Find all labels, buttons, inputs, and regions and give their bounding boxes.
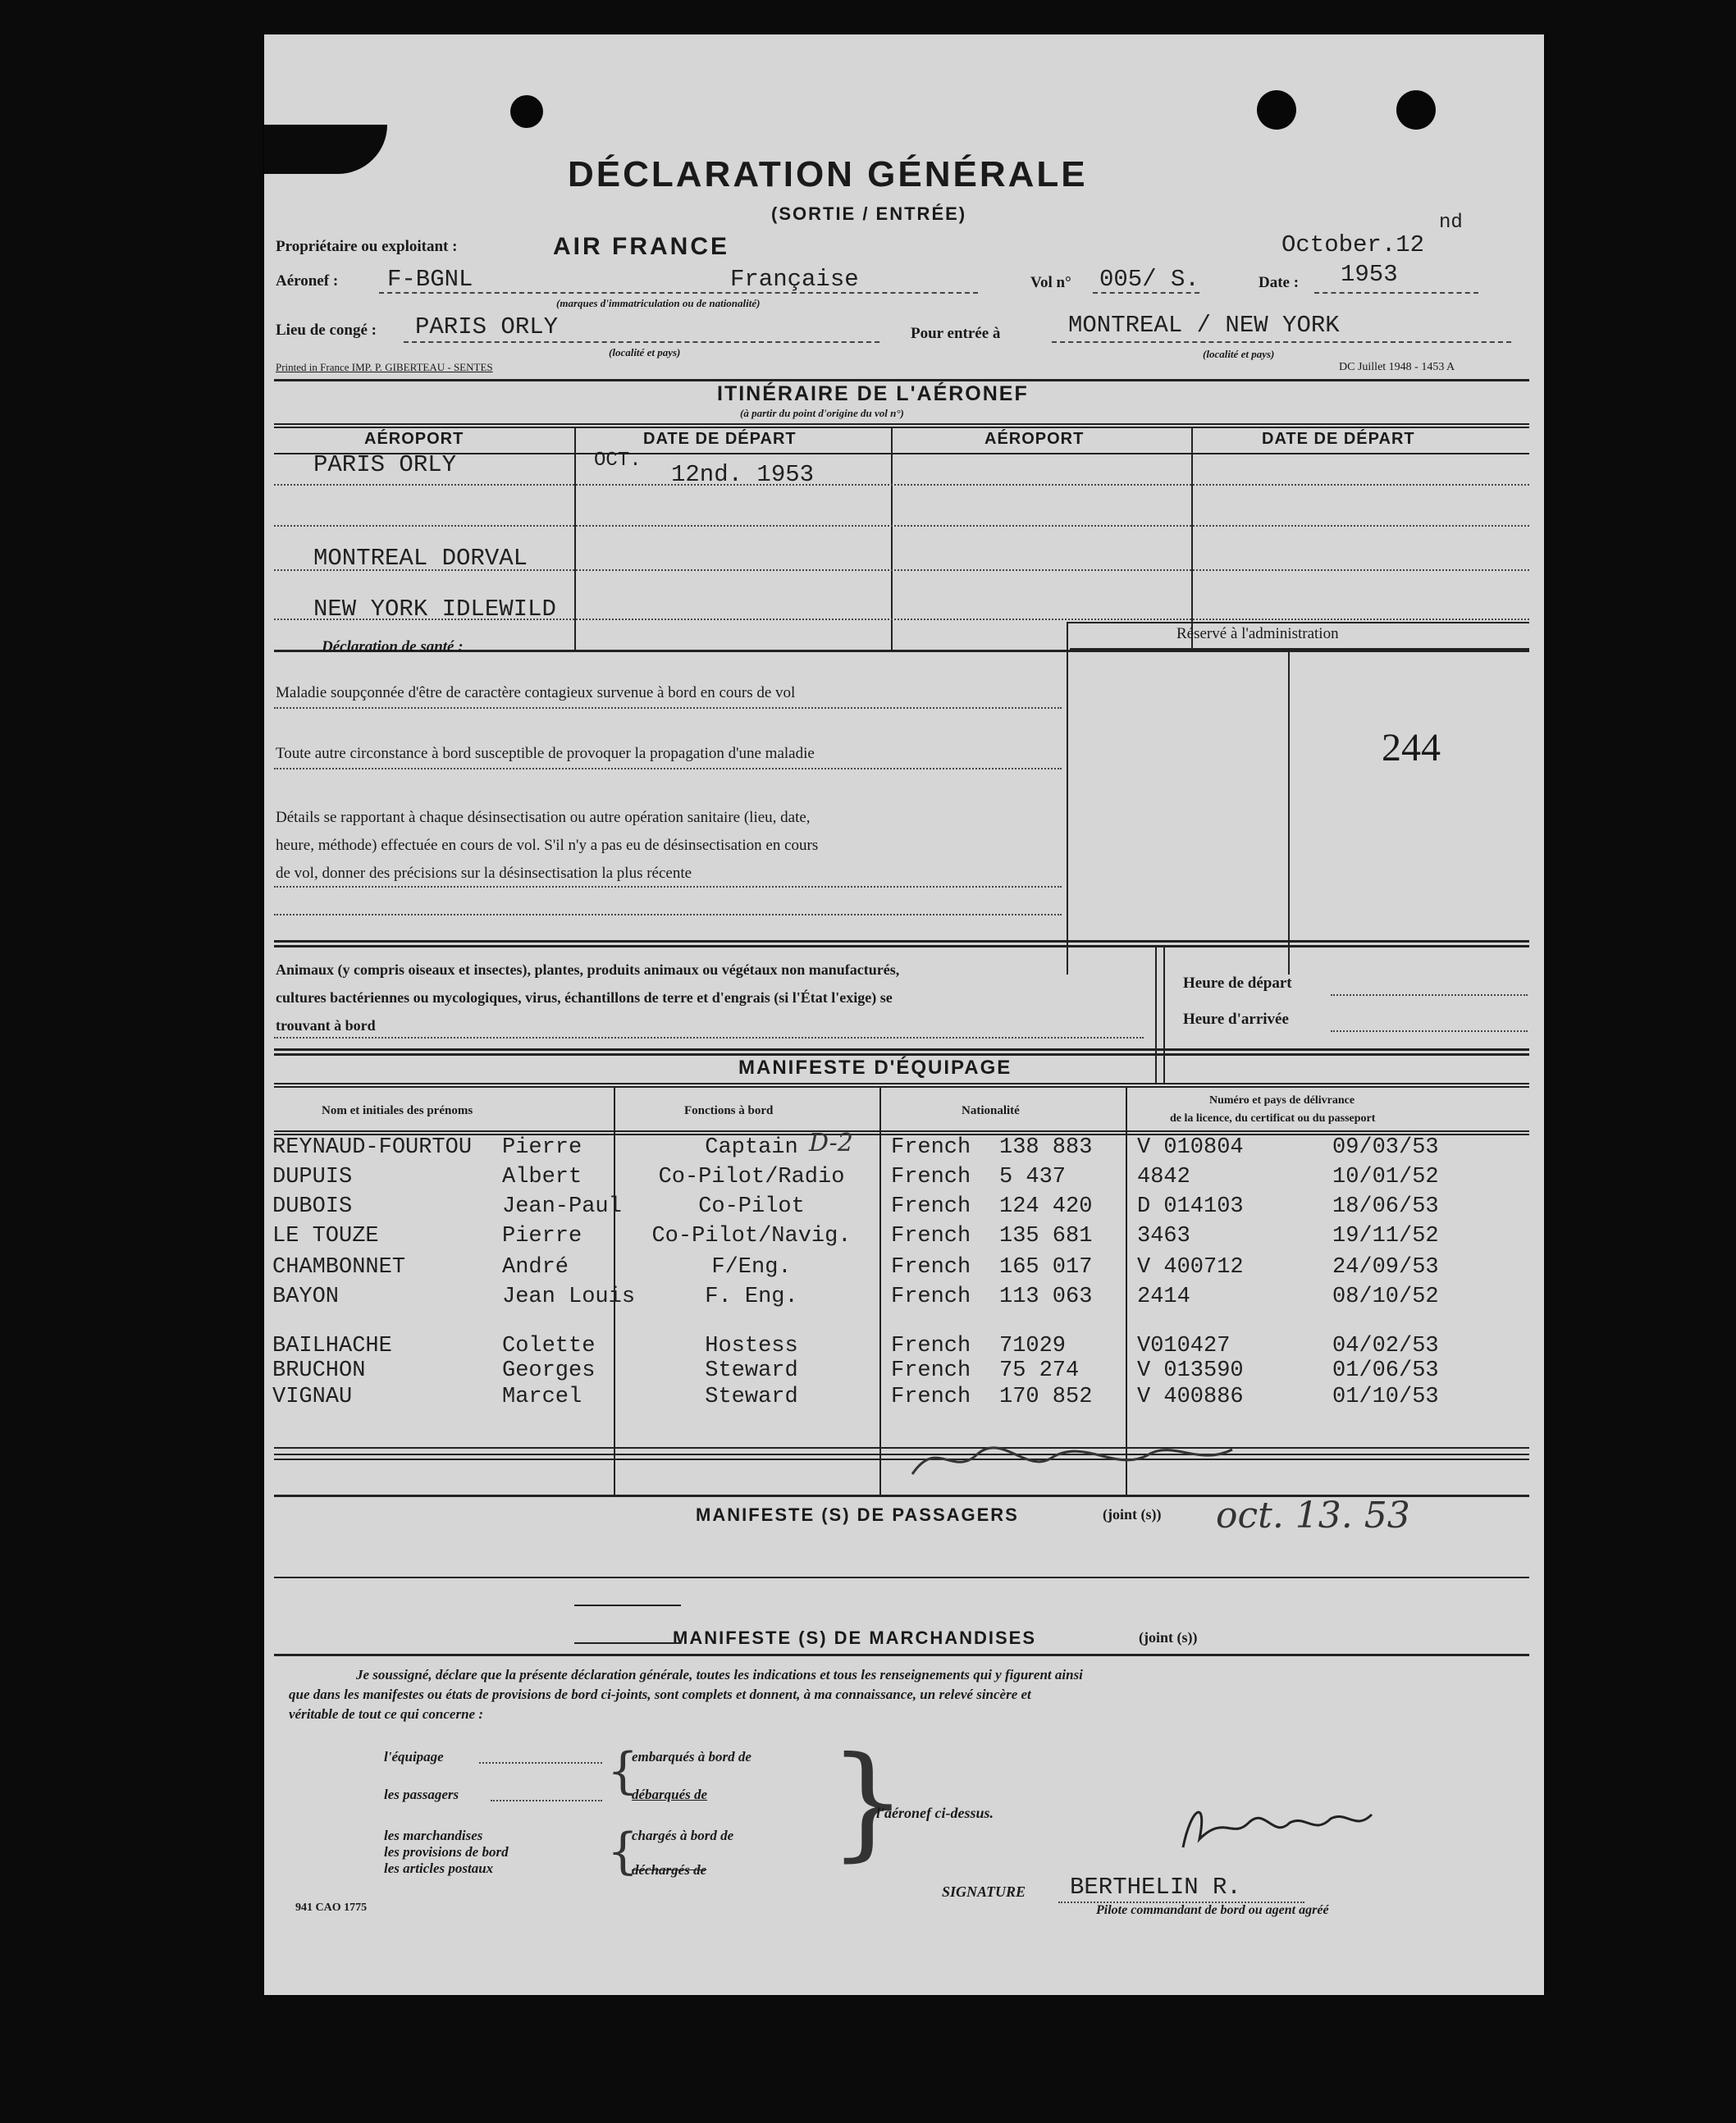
torn-corner: [264, 125, 387, 174]
crew-surname: BAILHACHE: [272, 1334, 392, 1358]
locality-caption: (localité et pays): [609, 346, 681, 358]
crew-number: 75 274: [999, 1358, 1080, 1383]
col-departure-date: DATE DE DÉPART: [643, 430, 797, 448]
col-name: Nom et initiales des prénoms: [322, 1104, 473, 1117]
form-number: 941 CAO 1775: [295, 1902, 368, 1914]
aircraft-value: F-BGNL: [387, 266, 473, 293]
crew-number: 113 063: [999, 1285, 1093, 1309]
departure-time-label: Heure de départ: [1183, 975, 1292, 992]
crew-licence-date: 24/09/53: [1332, 1255, 1439, 1280]
crew-first-name: Jean-Paul: [502, 1194, 622, 1219]
col-airport-2: AÉROPORT: [984, 430, 1085, 448]
crew-licence: D 014103: [1137, 1194, 1244, 1219]
crew-number: 138 883: [999, 1135, 1093, 1160]
year-value: 1953: [1341, 261, 1398, 288]
crew-number: 135 681: [999, 1224, 1093, 1249]
health-line-1: Maladie soupçonnée d'être de caractère contagieux survenue à bord en cours de vol: [276, 684, 796, 701]
col-nationality: Nationalité: [962, 1104, 1020, 1117]
itinerary-row-1: PARIS ORLY: [313, 451, 457, 478]
crew-licence: 2414: [1137, 1285, 1190, 1309]
crew-licence: V 400886: [1137, 1385, 1244, 1409]
crew-number: 124 420: [999, 1194, 1093, 1219]
admin-label: Réservé à l'administration: [1176, 625, 1339, 642]
flight-value: 005/ S.: [1099, 266, 1199, 293]
printer-note: Printed in France IMP. P. GIBERTEAU - SENTES: [276, 361, 493, 373]
crew-surname: DUPUIS: [272, 1165, 353, 1189]
departure-value: PARIS ORLY: [415, 313, 559, 340]
crew-function: Co-Pilot/Navig.: [651, 1224, 852, 1249]
crew-first-name: André: [502, 1255, 569, 1280]
crew-licence-date: 04/02/53: [1332, 1334, 1439, 1358]
crew-function: Captain: [705, 1135, 798, 1160]
stmt-crew: l'équipage: [384, 1749, 444, 1765]
crew-number: 5 437: [999, 1165, 1067, 1189]
animals-line-2: cultures bactériennes ou mycologiques, virus, échantillons de terre et d'engrais (si l'État l'exige) se: [276, 989, 893, 1006]
stmt-disembarked: débarqués de: [632, 1787, 708, 1802]
statement-line-3: véritable de tout ce qui concerne :: [289, 1706, 484, 1722]
crew-first-name: Marcel: [502, 1385, 582, 1409]
crew-licence-date: 09/03/53: [1332, 1135, 1439, 1160]
marks-caption: (marques d'immatriculation ou de nationalité): [556, 297, 761, 309]
health-title: Déclaration de santé :: [322, 638, 464, 655]
aircraft-label: Aéronef :: [276, 272, 339, 290]
crew-nationality: French: [891, 1224, 971, 1249]
arrival-time-label: Heure d'arrivée: [1183, 1011, 1289, 1028]
form-title: DÉCLARATION GÉNÉRALE: [568, 154, 1088, 194]
statement-line-1: Je soussigné, déclare que la présente déclaration générale, toutes les indications et tous les renseignements qui y figurent ainsi: [356, 1667, 1083, 1682]
crew-licence: V010427: [1137, 1334, 1231, 1358]
statement-line-2: que dans les manifestes ou états de provisions de bord ci-joints, sont complets et donnent, à ma connaissance, un relevé sincère et: [289, 1687, 1031, 1702]
animals-line-3: trouvant à bord: [276, 1017, 376, 1034]
itinerary-title: ITINÉRAIRE DE L'AÉRONEF: [717, 382, 1029, 405]
admin-number: 244: [1382, 726, 1441, 769]
stmt-mail: les articles postaux: [384, 1860, 494, 1876]
brace-left-2: {: [607, 1823, 639, 1880]
crew-licence-date: 08/10/52: [1332, 1285, 1439, 1309]
itinerary-row-3: NEW YORK IDLEWILD: [313, 596, 556, 623]
health-line-3a: Détails se rapportant à chaque désinsectisation ou autre opération sanitaire (lieu, date,: [276, 809, 811, 826]
crew-number: 71029: [999, 1334, 1067, 1358]
dep-day: 12nd. 1953: [671, 461, 815, 488]
animals-line-1: Animaux (y compris oiseaux et insectes), plantes, produits animaux ou végétaux non manufacturés,: [276, 961, 900, 978]
itinerary-caption: (à partir du point d'origine du vol n°): [740, 407, 904, 419]
goods-title: MANIFESTE (S) DE MARCHANDISES: [673, 1628, 1037, 1648]
crew-first-name: Pierre: [502, 1135, 582, 1160]
col-airport: AÉROPORT: [364, 430, 464, 448]
crew-first-name: Albert: [502, 1165, 582, 1189]
crew-licence: V 400712: [1137, 1255, 1244, 1280]
crew-licence-date: 01/06/53: [1332, 1358, 1439, 1383]
crew-surname: REYNAUD-FOURTOU: [272, 1135, 473, 1160]
form-ref: DC Juillet 1948 - 1453 A: [1339, 361, 1455, 373]
stmt-loaded: chargés à bord de: [632, 1828, 734, 1843]
passengers-title: MANIFESTE (S) DE PASSAGERS: [696, 1504, 1019, 1525]
crew-nationality: French: [891, 1358, 971, 1383]
stmt-unloaded: déchargés de: [632, 1862, 707, 1878]
crew-licence-date: 01/10/53: [1332, 1385, 1439, 1409]
crew-function: Steward: [705, 1358, 798, 1383]
official-signature: [904, 1429, 1249, 1486]
crew-function: F. Eng.: [705, 1285, 798, 1309]
crew-function: Steward: [705, 1385, 798, 1409]
entry-value: MONTREAL / NEW YORK: [1068, 312, 1340, 339]
crew-nationality: French: [891, 1255, 971, 1280]
crew-licence: V 013590: [1137, 1358, 1244, 1383]
crew-number: 170 852: [999, 1385, 1093, 1409]
goods-joint: (joint (s)): [1139, 1629, 1198, 1646]
locality-caption-2: (localité et pays): [1203, 348, 1275, 360]
date-top: October.12: [1281, 231, 1425, 258]
crew-surname: DUBOIS: [272, 1194, 353, 1219]
passengers-joint: (joint (s)): [1103, 1506, 1162, 1523]
owner-label: Propriétaire ou exploitant :: [276, 238, 458, 255]
col-licence-a: Numéro et pays de délivrance: [1209, 1094, 1355, 1107]
brace-right: }: [829, 1731, 907, 1874]
stmt-embarked: embarqués à bord de: [632, 1749, 752, 1765]
crew-nationality: French: [891, 1334, 971, 1358]
col-function: Fonctions à bord: [684, 1104, 774, 1117]
itinerary-row-2: MONTREAL DORVAL: [313, 545, 528, 572]
crew-function: Co-Pilot/Radio: [658, 1165, 845, 1189]
entry-label: Pour entrée à: [911, 325, 1001, 342]
side-note: D-2: [809, 1129, 853, 1157]
signature-name: BERTHELIN R.: [1070, 1874, 1241, 1901]
nationality-value: Française: [730, 266, 859, 293]
health-line-2: Toute autre circonstance à bord susceptible de provoquer la propagation d'une maladie: [276, 745, 815, 762]
date-sup: nd: [1439, 212, 1463, 234]
punch-hole: [1257, 90, 1296, 130]
crew-licence: 3463: [1137, 1224, 1190, 1249]
crew-licence-date: 19/11/52: [1332, 1224, 1439, 1249]
declaration-form: [264, 34, 1544, 1995]
punch-hole: [1396, 90, 1436, 130]
crew-nationality: French: [891, 1285, 971, 1309]
crew-nationality: French: [891, 1194, 971, 1219]
health-line-3b: heure, méthode) effectuée en cours de vol. S'il n'y a pas eu de désinsectisation en cours: [276, 837, 819, 854]
crew-first-name: Colette: [502, 1334, 596, 1358]
crew-surname: BAYON: [272, 1285, 340, 1309]
col-licence-b: de la licence, du certificat ou du passeport: [1170, 1112, 1376, 1125]
crew-surname: CHAMBONNET: [272, 1255, 406, 1280]
punch-hole: [510, 95, 543, 128]
handwritten-date: oct. 13. 53: [1216, 1495, 1410, 1536]
crew-nationality: French: [891, 1385, 971, 1409]
signature-label: SIGNATURE: [942, 1883, 1026, 1900]
departure-label: Lieu de congé :: [276, 322, 377, 339]
crew-licence: 4842: [1137, 1165, 1190, 1189]
crew-surname: LE TOUZE: [272, 1224, 379, 1249]
form-subtitle: (SORTIE / ENTRÉE): [771, 203, 967, 224]
date-label: Date :: [1259, 274, 1300, 291]
captain-signature: [1175, 1790, 1388, 1864]
stmt-passengers: les passagers: [384, 1787, 459, 1802]
stmt-aircraft: l'aéronef ci-dessus.: [876, 1805, 994, 1821]
crew-function: Co-Pilot: [698, 1194, 805, 1219]
crew-surname: BRUCHON: [272, 1358, 366, 1383]
signature-caption: Pilote commandant de bord ou agent agréé: [1096, 1903, 1329, 1917]
crew-first-name: Pierre: [502, 1224, 582, 1249]
crew-surname: VIGNAU: [272, 1385, 353, 1409]
stmt-goods: les marchandises: [384, 1828, 483, 1843]
brace-left: {: [607, 1742, 639, 1800]
stmt-provisions: les provisions de bord: [384, 1844, 509, 1860]
crew-number: 165 017: [999, 1255, 1093, 1280]
crew-first-name: Jean Louis: [502, 1285, 636, 1309]
crew-nationality: French: [891, 1135, 971, 1160]
crew-function: F/Eng.: [711, 1255, 792, 1280]
crew-licence-date: 18/06/53: [1332, 1194, 1439, 1219]
crew-function: Hostess: [705, 1334, 798, 1358]
crew-licence: V 010804: [1137, 1135, 1244, 1160]
crew-first-name: Georges: [502, 1358, 596, 1383]
col-departure-date-2: DATE DE DÉPART: [1262, 430, 1415, 448]
crew-title: MANIFESTE D'ÉQUIPAGE: [738, 1057, 1012, 1079]
flight-label: Vol n°: [1030, 274, 1071, 291]
crew-licence-date: 10/01/52: [1332, 1165, 1439, 1189]
dep-month: OCT.: [594, 450, 642, 472]
health-line-3c: de vol, donner des précisions sur la désinsectisation la plus récente: [276, 865, 692, 882]
owner-value: AIR FRANCE: [553, 233, 729, 260]
crew-nationality: French: [891, 1165, 971, 1189]
